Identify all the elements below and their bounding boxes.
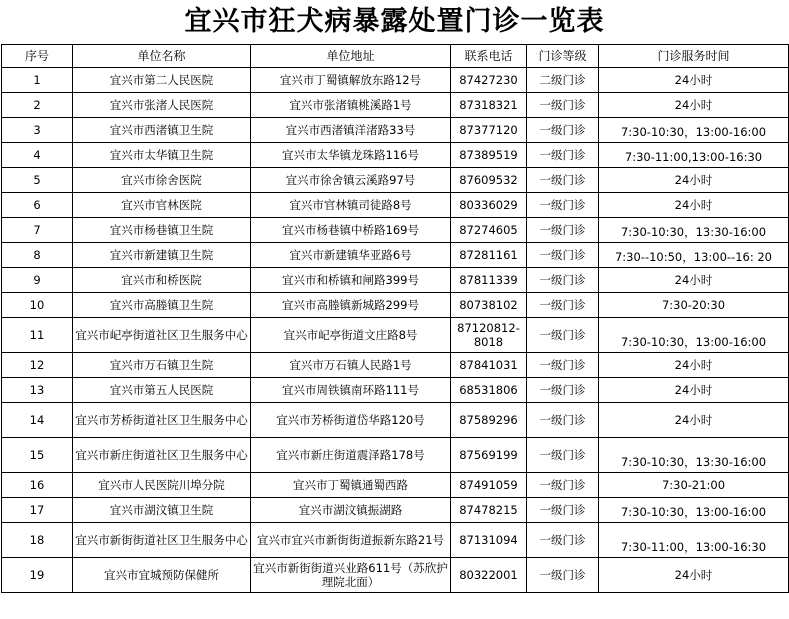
- cell-level: 一级门诊: [527, 143, 599, 168]
- cell-address: 宜兴市新建镇华亚路6号: [251, 243, 451, 268]
- cell-name: 宜兴市芳桥街道社区卫生服务中心: [73, 403, 251, 438]
- table-row: [2, 378, 789, 403]
- cell-no: 14: [2, 403, 73, 438]
- cell-phone: 87281161: [451, 243, 527, 268]
- cell-phone: 87120812-8018: [451, 318, 527, 353]
- cell-level: 一级门诊: [527, 498, 599, 523]
- cell-phone: 87589296: [451, 403, 527, 438]
- cell-name: 宜兴市徐舍医院: [73, 168, 251, 193]
- cell-name: 宜兴市第二人民医院: [73, 68, 251, 93]
- cell-phone: 87811339: [451, 268, 527, 293]
- cell-hours: 7:30-10:30，13:00-16:00: [599, 318, 789, 353]
- cell-name: 宜兴市新庄街道社区卫生服务中心: [73, 438, 251, 473]
- cell-name: 宜兴市新街街道社区卫生服务中心: [73, 523, 251, 558]
- cell-address: 宜兴市周铁镇南环路111号: [251, 378, 451, 403]
- cell-name: 宜兴市第五人民医院: [73, 378, 251, 403]
- cell-hours: 7:30-21:00: [599, 473, 789, 498]
- cell-level: 一级门诊: [527, 218, 599, 243]
- table-row: [2, 523, 789, 558]
- cell-address: 宜兴市湖汶镇振湖路: [251, 498, 451, 523]
- cell-no: 19: [2, 558, 73, 593]
- clinic-table: [1, 44, 789, 593]
- cell-hours: 7:30-11:00，13:00-16:30: [599, 523, 789, 558]
- cell-no: 13: [2, 378, 73, 403]
- cell-name: 宜兴市西渚镇卫生院: [73, 118, 251, 143]
- cell-hours: 24小时: [599, 93, 789, 118]
- cell-name: 宜兴市宜城预防保健所: [73, 558, 251, 593]
- cell-no: 4: [2, 143, 73, 168]
- cell-phone: 87569199: [451, 438, 527, 473]
- table-row: [2, 193, 789, 218]
- cell-address: 宜兴市徐舍镇云溪路97号: [251, 168, 451, 193]
- cell-phone: 80322001: [451, 558, 527, 593]
- cell-level: 一级门诊: [527, 318, 599, 353]
- cell-phone: 87491059: [451, 473, 527, 498]
- cell-level: 一级门诊: [527, 473, 599, 498]
- table-row: [2, 498, 789, 523]
- table-row: [2, 438, 789, 473]
- table-row: [2, 118, 789, 143]
- cell-address: 宜兴市新庄街道震泽路178号: [251, 438, 451, 473]
- cell-no: 11: [2, 318, 73, 353]
- header-no: 序号: [2, 45, 73, 68]
- cell-address: 宜兴市丁蜀镇通蜀西路: [251, 473, 451, 498]
- cell-hours: 24小时: [599, 403, 789, 438]
- table-row: [2, 143, 789, 168]
- cell-address: 宜兴市新街街道兴业路611号（苏欣护理院北面）: [251, 558, 451, 593]
- cell-phone: 87389519: [451, 143, 527, 168]
- header-address: 单位地址: [251, 45, 451, 68]
- table-row: [2, 558, 789, 593]
- cell-phone: 68531806: [451, 378, 527, 403]
- table-header: [2, 45, 789, 68]
- cell-hours: 24小时: [599, 558, 789, 593]
- cell-name: 宜兴市和桥医院: [73, 268, 251, 293]
- cell-level: 一级门诊: [527, 353, 599, 378]
- cell-level: 一级门诊: [527, 523, 599, 558]
- cell-name: 宜兴市张渚人民医院: [73, 93, 251, 118]
- cell-name: 宜兴市湖汶镇卫生院: [73, 498, 251, 523]
- cell-level: 一级门诊: [527, 168, 599, 193]
- cell-name: 宜兴市杨巷镇卫生院: [73, 218, 251, 243]
- cell-level: 一级门诊: [527, 193, 599, 218]
- cell-level: 一级门诊: [527, 558, 599, 593]
- table-row: [2, 293, 789, 318]
- cell-address: 宜兴市屺亭街道文庄路8号: [251, 318, 451, 353]
- cell-hours: 7:30-20:30: [599, 293, 789, 318]
- cell-name: 宜兴市人民医院川埠分院: [73, 473, 251, 498]
- cell-level: 一级门诊: [527, 118, 599, 143]
- cell-address: 宜兴市芳桥街道岱华路120号: [251, 403, 451, 438]
- cell-address: 宜兴市张渚镇桃溪路1号: [251, 93, 451, 118]
- cell-name: 宜兴市新建镇卫生院: [73, 243, 251, 268]
- cell-hours: 24小时: [599, 268, 789, 293]
- cell-no: 5: [2, 168, 73, 193]
- cell-address: 宜兴市和桥镇和闸路399号: [251, 268, 451, 293]
- cell-hours: 24小时: [599, 168, 789, 193]
- cell-address: 宜兴市杨巷镇中桥路169号: [251, 218, 451, 243]
- cell-name: 宜兴市万石镇卫生院: [73, 353, 251, 378]
- table-row: [2, 318, 789, 353]
- cell-phone: 87274605: [451, 218, 527, 243]
- cell-no: 3: [2, 118, 73, 143]
- cell-phone: 87427230: [451, 68, 527, 93]
- cell-address: 宜兴市西渚镇洋渚路33号: [251, 118, 451, 143]
- cell-level: 一级门诊: [527, 378, 599, 403]
- cell-no: 7: [2, 218, 73, 243]
- table-row: [2, 403, 789, 438]
- cell-level: 一级门诊: [527, 438, 599, 473]
- cell-phone: 87131094: [451, 523, 527, 558]
- cell-hours: 7:30--10:50，13:00--16: 20: [599, 243, 789, 268]
- table-row: [2, 473, 789, 498]
- cell-address: 宜兴市官林镇司徒路8号: [251, 193, 451, 218]
- page-title: 宜兴市狂犬病暴露处置门诊一览表: [184, 6, 605, 37]
- cell-level: 一级门诊: [527, 243, 599, 268]
- cell-no: 12: [2, 353, 73, 378]
- table-row: [2, 68, 789, 93]
- table-row: [2, 243, 789, 268]
- cell-level: 一级门诊: [527, 268, 599, 293]
- cell-no: 18: [2, 523, 73, 558]
- table-row: [2, 93, 789, 118]
- table-row: [2, 353, 789, 378]
- cell-level: 一级门诊: [527, 403, 599, 438]
- cell-level: 一级门诊: [527, 293, 599, 318]
- cell-hours: 24小时: [599, 68, 789, 93]
- cell-no: 8: [2, 243, 73, 268]
- cell-address: 宜兴市宜兴市新街街道振新东路21号: [251, 523, 451, 558]
- header-name: 单位名称: [73, 45, 251, 68]
- table-row: [2, 218, 789, 243]
- header-level: 门诊等级: [527, 45, 599, 68]
- cell-no: 15: [2, 438, 73, 473]
- table-row: [2, 268, 789, 293]
- cell-no: 17: [2, 498, 73, 523]
- cell-hours: 7:30-10:30，13:00-16:00: [599, 498, 789, 523]
- table-body: [2, 68, 789, 593]
- cell-name: 宜兴市官林医院: [73, 193, 251, 218]
- cell-no: 10: [2, 293, 73, 318]
- cell-no: 1: [2, 68, 73, 93]
- header-phone: 联系电话: [451, 45, 527, 68]
- cell-name: 宜兴市太华镇卫生院: [73, 143, 251, 168]
- cell-address: 宜兴市丁蜀镇解放东路12号: [251, 68, 451, 93]
- cell-hours: 24小时: [599, 353, 789, 378]
- cell-phone: 87318321: [451, 93, 527, 118]
- table-row: [2, 168, 789, 193]
- cell-hours: 7:30-10:30，13:30-16:00: [599, 438, 789, 473]
- cell-phone: 87841031: [451, 353, 527, 378]
- cell-no: 16: [2, 473, 73, 498]
- cell-hours: 7:30-10:30，13:30-16:00: [599, 218, 789, 243]
- cell-phone: 80336029: [451, 193, 527, 218]
- cell-name: 宜兴市高塍镇卫生院: [73, 293, 251, 318]
- cell-phone: 87377120: [451, 118, 527, 143]
- cell-hours: 7:30-11:00,13:00-16:30: [599, 143, 789, 168]
- cell-address: 宜兴市万石镇人民路1号: [251, 353, 451, 378]
- cell-phone: 80738102: [451, 293, 527, 318]
- cell-address: 宜兴市高塍镇新城路299号: [251, 293, 451, 318]
- cell-level: 一级门诊: [527, 93, 599, 118]
- cell-hours: 24小时: [599, 378, 789, 403]
- cell-level: 二级门诊: [527, 68, 599, 93]
- cell-name: 宜兴市屺亭街道社区卫生服务中心: [73, 318, 251, 353]
- cell-no: 9: [2, 268, 73, 293]
- cell-no: 2: [2, 93, 73, 118]
- cell-phone: 87609532: [451, 168, 527, 193]
- cell-no: 6: [2, 193, 73, 218]
- cell-hours: 24小时: [599, 193, 789, 218]
- cell-address: 宜兴市太华镇龙珠路116号: [251, 143, 451, 168]
- cell-hours: 7:30-10:30，13:00-16:00: [599, 118, 789, 143]
- header-hours: 门诊服务时间: [599, 45, 789, 68]
- cell-phone: 87478215: [451, 498, 527, 523]
